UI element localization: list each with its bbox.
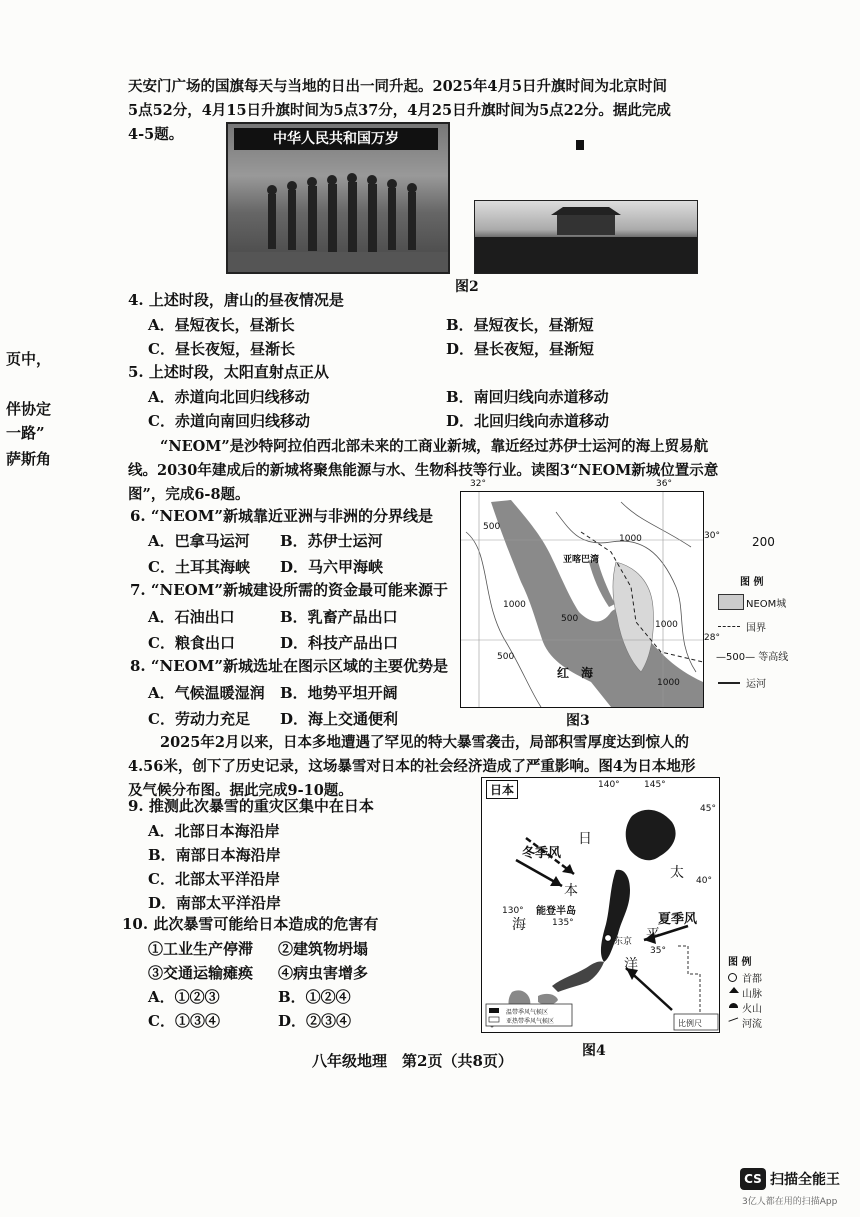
legend-label: 温带季风气候区 (506, 1009, 549, 1016)
photo-banner: 中华人民共和国万岁 (234, 128, 438, 150)
option-b: B．苏伊士运河 (280, 532, 383, 550)
figure-caption: 图4 (582, 1043, 606, 1059)
statement-2: ②建筑物坍塌 (278, 940, 369, 958)
city-label: 东京 (614, 937, 633, 947)
intro-line: 2025年2月以来，日本多地遭遇了罕见的特大暴雪袭击，局部积雪厚度达到惊人的 (160, 734, 689, 751)
legend-label: 河流 (742, 1019, 762, 1030)
japan-map-drawing (482, 778, 719, 1032)
option-b: B．地势平坦开阔 (280, 684, 398, 702)
tokyo-marker (605, 935, 612, 942)
shikoku-island (538, 994, 558, 1005)
canal-legend-line (718, 682, 740, 684)
capital-legend-icon (728, 973, 737, 982)
flag-guard-photo (226, 122, 450, 274)
honshu-north (601, 870, 633, 962)
temperate-swatch (489, 1008, 499, 1013)
legend-label: 国界 (746, 623, 766, 634)
longitude-label: 32° (470, 479, 486, 489)
option-d: D．昼长夜短，昼渐短 (446, 340, 595, 358)
intro-line: 4-5题。 (128, 126, 184, 143)
map-title: 日本 (486, 780, 518, 799)
sea-label: 日 (578, 831, 592, 847)
contour-value: 500 (561, 614, 579, 624)
scale-value: 200 (752, 535, 775, 549)
legend-label: —500— 等高线 (716, 652, 789, 663)
honshu-south (552, 961, 604, 992)
margin-text: 伴协定 (6, 400, 52, 418)
latitude-label: 35° (650, 946, 666, 956)
subtropical-swatch (489, 1017, 499, 1022)
page-footer: 八年级地理 第2页（共8页） (312, 1052, 513, 1070)
longitude-label: 145° (644, 780, 666, 790)
river-legend-icon (728, 1017, 739, 1025)
option-c: C．劳动力充足 (148, 710, 250, 728)
hokkaido-island (626, 810, 676, 861)
legend-label: 亚热带季风气候区 (506, 1018, 555, 1025)
statement-3: ③交通运输瘫痪 (148, 964, 254, 982)
mountain-legend-icon (729, 987, 739, 993)
latitude-label: 30° (704, 531, 720, 541)
question-stem: 10. 此次暴雪可能给日本造成的危害有 (122, 915, 379, 933)
intro-line: 图”，完成6-8题。 (128, 486, 250, 503)
option-d: D．科技产品出口 (280, 634, 399, 652)
legend-label: 山脉 (742, 989, 762, 1000)
question-stem: 4. 上述时段，唐山的昼夜情况是 (128, 291, 344, 309)
region-label: 亚喀巴湾 (563, 555, 600, 565)
ocean-label: 平 (646, 927, 660, 943)
sea-label: 本 (564, 883, 578, 899)
option-d: D．南部太平洋沿岸 (148, 894, 282, 912)
legend-label: 运河 (746, 679, 766, 690)
question-stem: 6. “NEOM”新城靠近亚洲与非洲的分界线是 (130, 507, 433, 525)
contour-value: 500 (497, 652, 515, 662)
gulf-of-aqaba (589, 558, 615, 607)
ocean-label: 洋 (624, 957, 638, 973)
option-d: D．②③④ (278, 1012, 352, 1030)
flag-icon (576, 140, 584, 150)
intro-line: “NEOM”是沙特阿拉伯西北部未来的工商业新城，靠近经过苏伊士运河的海上贸易航 (160, 438, 709, 455)
contour-value: 1000 (619, 534, 642, 544)
statement-4: ④病虫害增多 (278, 964, 369, 982)
option-d: D．马六甲海峡 (280, 558, 384, 576)
intro-line: 线。2030年建成后的新城将聚焦能源与水、生物科技等行业。读图3“NEOM新城位置示意 (128, 462, 719, 479)
legend-title: 图 例 (728, 957, 752, 968)
summer-monsoon-label: 夏季风 (658, 912, 698, 927)
option-c: C．土耳其海峡 (148, 558, 250, 576)
option-c: C．昼长夜短，昼渐长 (148, 340, 295, 358)
option-c: C．粮食出口 (148, 634, 235, 652)
tiananmen-crowd-photo (474, 200, 698, 274)
intro-line: 5点52分，4月15日升旗时间为5点37分，4月25日升旗时间为5点22分。据此完成 (128, 102, 671, 119)
option-b: B．南部日本海沿岸 (148, 846, 281, 864)
legend-label: 火山 (742, 1004, 762, 1015)
option-a: A．石油出口 (148, 608, 235, 626)
option-b: B．①②④ (278, 988, 351, 1006)
contour-value: 500 (483, 522, 501, 532)
option-a: A．赤道向北回归线移动 (148, 388, 310, 406)
option-c: C．北部太平洋沿岸 (148, 870, 280, 888)
winter-monsoon-label: 冬季风 (522, 846, 562, 861)
statement-1: ①工业生产停滞 (148, 940, 254, 958)
intro-line: 4.56米，创下了历史记录，这场暴雪对日本的社会经济造成了严重影响。图4为日本地形 (128, 758, 696, 775)
latitude-label: 40° (696, 876, 712, 886)
volcano-legend-icon (729, 1003, 738, 1008)
option-c: C．①③④ (148, 1012, 220, 1030)
question-stem: 5. 上述时段，太阳直射点正从 (128, 363, 329, 381)
legend-label: 首都 (742, 974, 762, 985)
option-b: B．乳畜产品出口 (280, 608, 398, 626)
neom-legend-swatch (718, 594, 744, 610)
contour-value: 1000 (655, 620, 678, 630)
legend-label: NEOM城 (746, 599, 787, 610)
question-stem: 7. “NEOM”新城建设所需的资金最可能来源于 (130, 581, 448, 599)
margin-text: 一路” (6, 424, 45, 442)
scale-label: 比例尺 (678, 1019, 702, 1028)
marching-guards-illustration (228, 124, 448, 272)
option-a: A．北部日本海沿岸 (148, 822, 280, 840)
option-a: A．昼短夜长，昼渐长 (148, 316, 295, 334)
figure-caption: 图2 (455, 279, 479, 295)
border-legend-line (718, 626, 740, 627)
longitude-label: 36° (656, 479, 672, 489)
latitude-label: 45° (700, 804, 716, 814)
option-c: C．赤道向南回归线移动 (148, 412, 310, 430)
option-a: A．巴拿马运河 (148, 532, 250, 550)
camscanner-logo-icon: CS (740, 1168, 766, 1190)
option-a: A．①②③ (148, 988, 220, 1006)
option-d: D．北回归线向赤道移动 (446, 412, 610, 430)
japan-map (481, 777, 720, 1033)
option-d: D．海上交通便利 (280, 710, 399, 728)
intro-line: 及气候分布图。据此完成9-10题。 (128, 782, 353, 799)
longitude-label: 135° (552, 918, 574, 928)
tiananmen-gate-illustration (475, 201, 697, 273)
latitude-label: 28° (704, 633, 720, 643)
sea-label: 红 海 (557, 666, 594, 680)
figure-caption: 图3 (566, 713, 590, 729)
option-a: A．气候温暖湿润 (148, 684, 265, 702)
longitude-label: 140° (598, 780, 620, 790)
legend-title: 图 例 (740, 577, 764, 588)
longitude-label: 130° (502, 906, 524, 916)
margin-text: 萨斯角 (6, 450, 52, 468)
question-stem: 8. “NEOM”新城选址在图示区域的主要优势是 (130, 657, 448, 675)
option-b: B．南回归线向赤道移动 (446, 388, 609, 406)
watermark-subtitle: 3亿人都在用的扫描App (742, 1197, 838, 1207)
neom-location-map (460, 491, 704, 708)
watermark-name: 扫描全能王 (770, 1172, 840, 1188)
contour-value: 1000 (657, 678, 680, 688)
intro-line: 天安门广场的国旗每天与当地的日出一同升起。2025年4月5日升旗时间为北京时间 (128, 78, 668, 95)
contour-value: 1000 (503, 600, 526, 610)
ocean-label: 太 (670, 865, 684, 881)
peninsula-label: 能登半岛 (536, 906, 576, 917)
question-stem: 9. 推测此次暴雪的重灾区集中在日本 (128, 797, 374, 815)
margin-text: 页中， (6, 350, 52, 368)
option-b: B．昼短夜长，昼渐短 (446, 316, 594, 334)
sea-label: 海 (512, 917, 526, 933)
